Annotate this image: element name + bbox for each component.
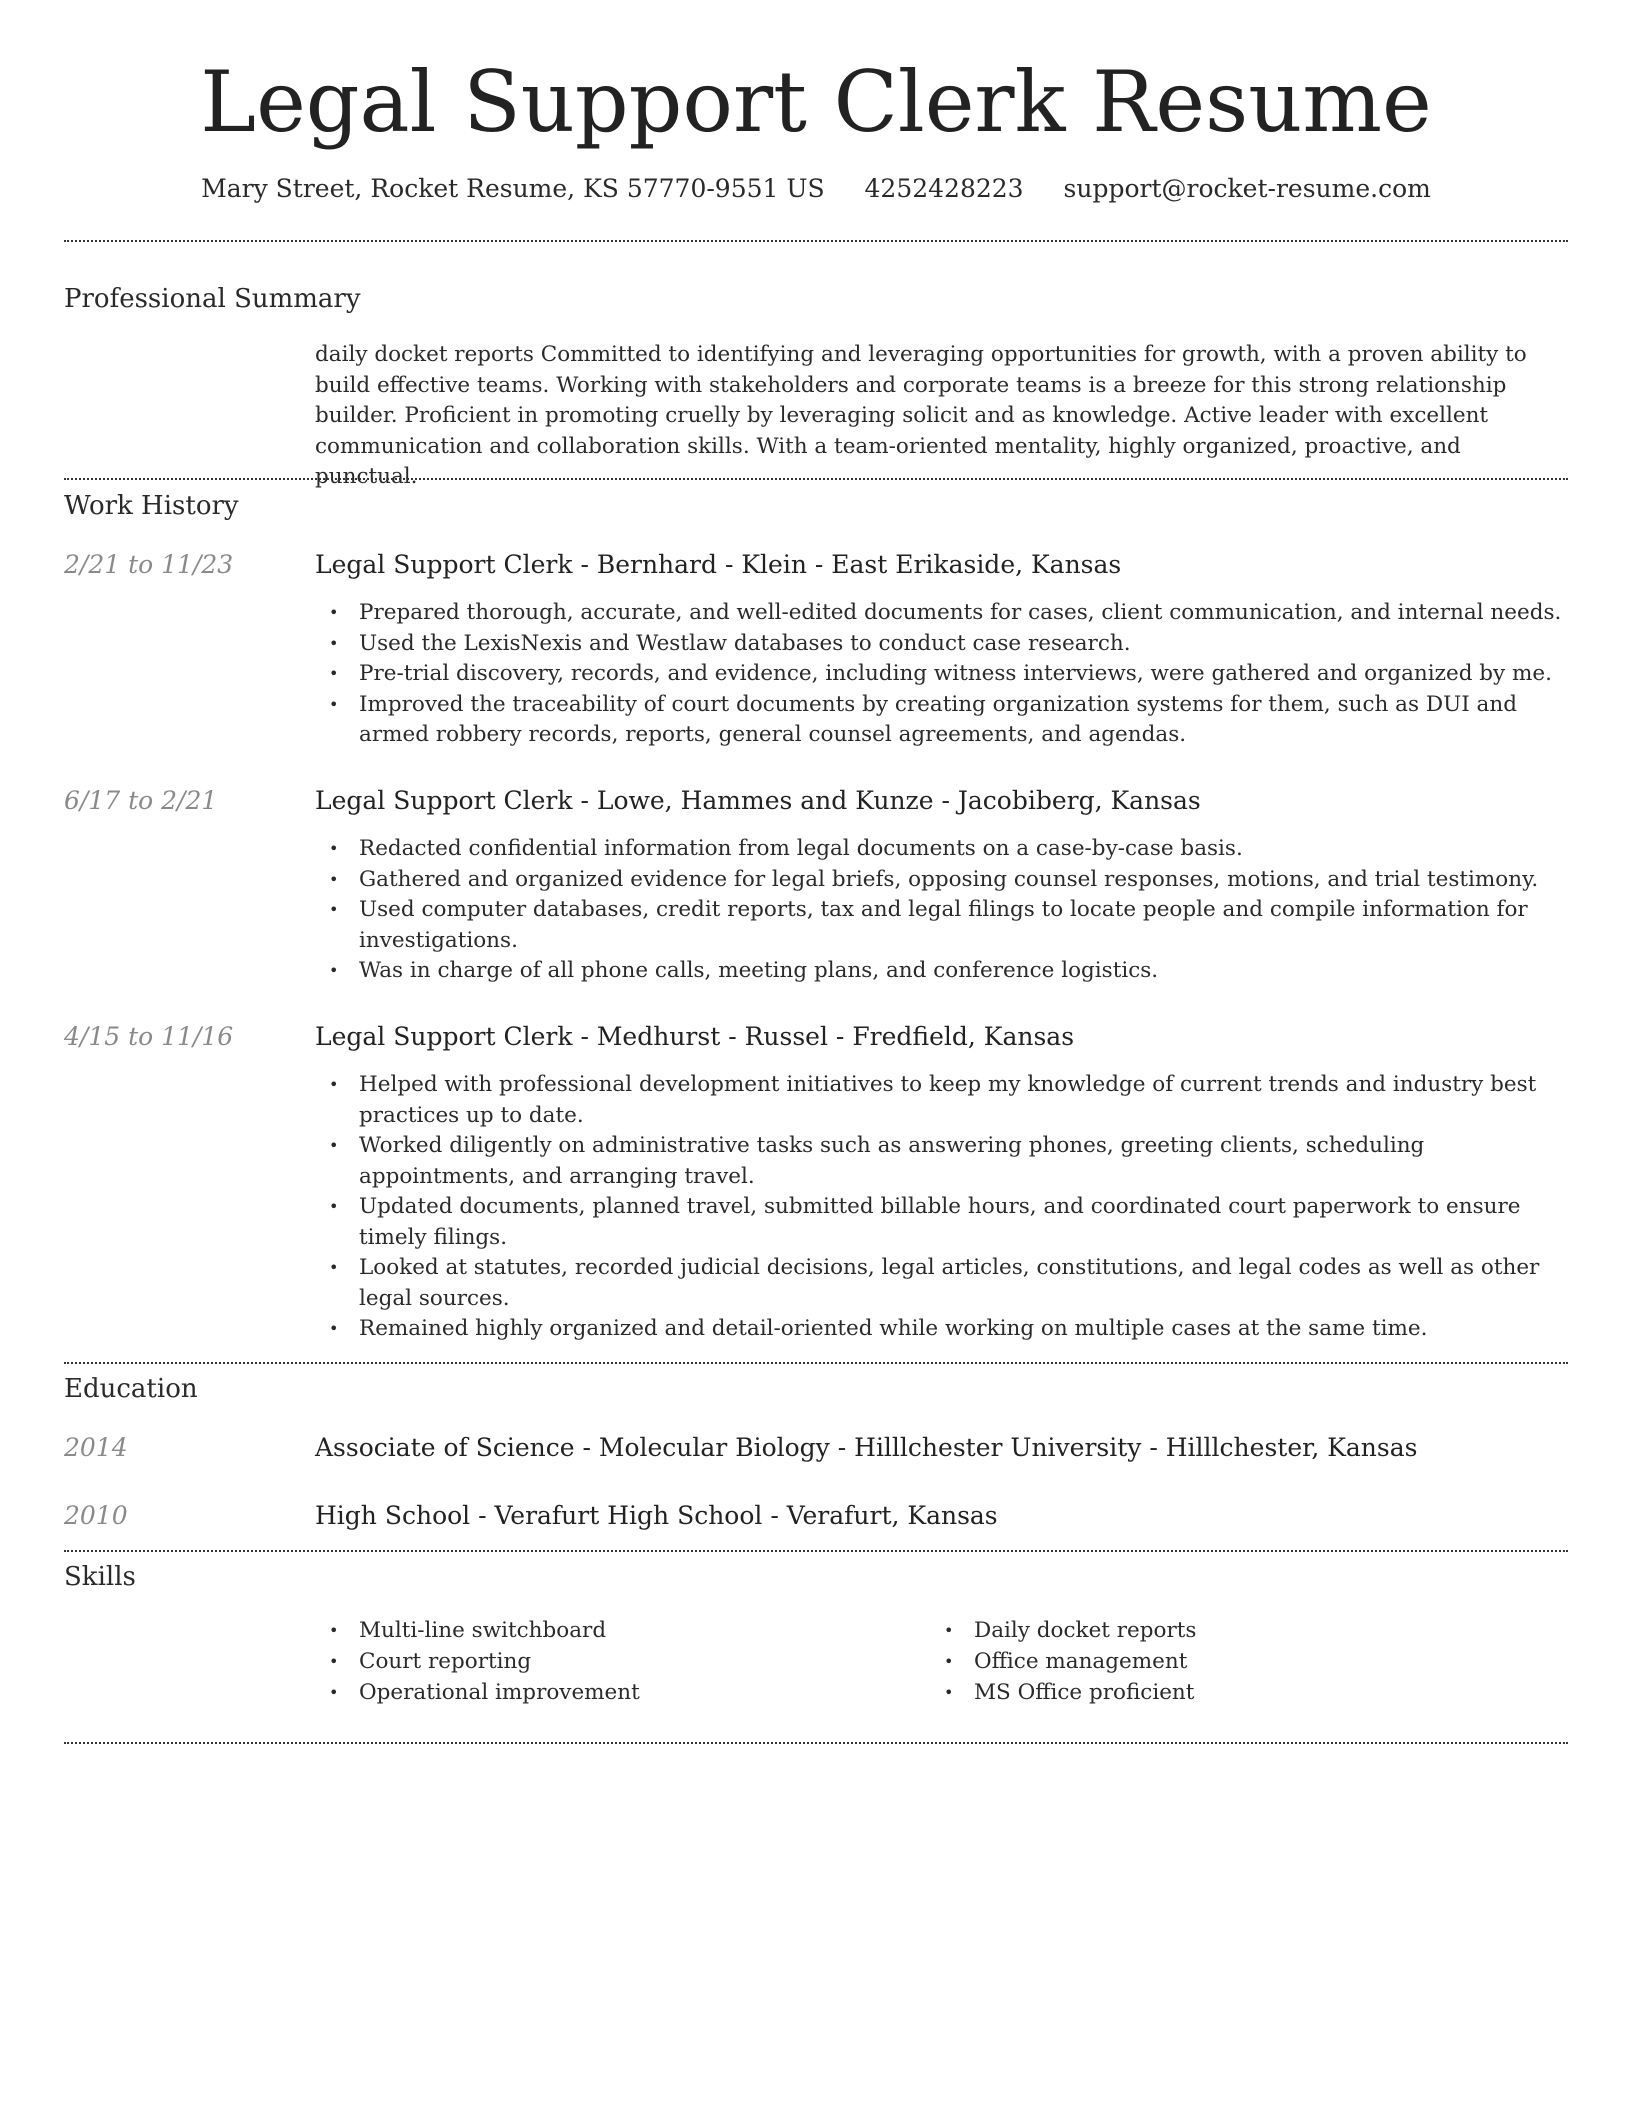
list-item: • Pre-trial discovery, records, and evidence, including witness interviews, were gathered and organized by me. (315, 659, 1568, 690)
job-title: Legal Support Clerk - Medhurst - Russel - Fredfield, Kansas (315, 1022, 1075, 1051)
divider (64, 1550, 1568, 1552)
skill-item: • MS Office proficient (930, 1677, 1490, 1708)
list-item: • Looked at statutes, recorded judicial decisions, legal articles, constitutions, and legal codes as well as other legal sources. (315, 1253, 1568, 1314)
job-duties-list (315, 834, 1568, 987)
contact-line (64, 172, 1568, 206)
divider (64, 1362, 1568, 1364)
contact-phone: 4252428223 (864, 174, 1024, 203)
job-duties-list (315, 1070, 1568, 1345)
job-title: Legal Support Clerk - Lowe, Hammes and Kunze - Jacobiberg, Kansas (315, 786, 1201, 815)
divider (64, 478, 1568, 480)
skill-item: • Daily docket reports (930, 1615, 1490, 1646)
contact-email: support@rocket-resume.com (1063, 174, 1431, 203)
list-item: • Improved the traceability of court documents by creating organization systems for them, such as DUI and armed robbery records, reports, general counsel agreements, and agendas. (315, 690, 1568, 751)
list-item: • Prepared thorough, accurate, and well-edited documents for cases, client communication, and internal needs. (315, 598, 1568, 629)
list-item: • Updated documents, planned travel, submitted billable hours, and coordinated court paperwork to ensure timely filings. (315, 1192, 1568, 1253)
skill-item: • Operational improvement (315, 1677, 875, 1708)
section-heading-summary: Professional Summary (64, 284, 361, 314)
job-dates: 6/17 to 2/21 (64, 786, 218, 815)
skill-item: • Multi-line switchboard (315, 1615, 875, 1646)
resume-title: Legal Support Clerk Resume (200, 53, 1432, 151)
summary-text: daily docket reports Committed to identifying and leveraging opportunities for growth, with a proven ability to build effective teams. Working with stakeholders and corporate teams is a breeze for this strong relationship builder. Proficient in promoting cruelly by leveraging solicit and as knowledge. Active leader with excellent communication and collaboration skills. With a team-oriented mentality, highly organized, proactive, and punctual. (315, 342, 1527, 489)
education-year: 2014 (64, 1433, 128, 1462)
job-dates: 2/21 to 11/23 (64, 550, 234, 579)
list-item: • Gathered and organized evidence for legal briefs, opposing counsel responses, motions, and trial testimony. (315, 865, 1568, 896)
list-item: • Redacted confidential information from legal documents on a case-by-case basis. (315, 834, 1568, 865)
skill-item: • Court reporting (315, 1646, 875, 1677)
list-item: • Worked diligently on administrative tasks such as answering phones, greeting clients, scheduling appointments, and arranging travel. (315, 1131, 1568, 1192)
list-item: • Helped with professional development initiatives to keep my knowledge of current trends and industry best practices up to date. (315, 1070, 1568, 1131)
list-item: • Used the LexisNexis and Westlaw databases to conduct case research. (315, 629, 1568, 660)
education-entry: High School - Verafurt High School - Verafurt, Kansas (315, 1501, 998, 1530)
list-item: • Used computer databases, credit reports, tax and legal filings to locate people and compile information for investigations. (315, 895, 1568, 956)
skill-item: • Office management (930, 1646, 1490, 1677)
job-title: Legal Support Clerk - Bernhard - Klein - East Erikaside, Kansas (315, 550, 1122, 579)
section-heading-education: Education (64, 1374, 198, 1404)
section-heading-skills: Skills (64, 1562, 136, 1592)
job-duties-list (315, 598, 1568, 751)
skills-list-left (315, 1615, 875, 1708)
list-item: • Remained highly organized and detail-oriented while working on multiple cases at the same time. (315, 1314, 1568, 1345)
education-entry: Associate of Science - Molecular Biology - Hilllchester University - Hilllchester, Kansas (315, 1433, 1418, 1462)
section-heading-work-history: Work History (64, 491, 239, 521)
divider (64, 1742, 1568, 1744)
contact-address: Mary Street, Rocket Resume, KS 57770-9551 US (201, 174, 825, 203)
list-item: • Was in charge of all phone calls, meeting plans, and conference logistics. (315, 956, 1568, 987)
education-year: 2010 (64, 1501, 128, 1530)
job-dates: 4/15 to 11/16 (64, 1022, 234, 1051)
skills-list-right (930, 1615, 1490, 1708)
divider (64, 240, 1568, 242)
